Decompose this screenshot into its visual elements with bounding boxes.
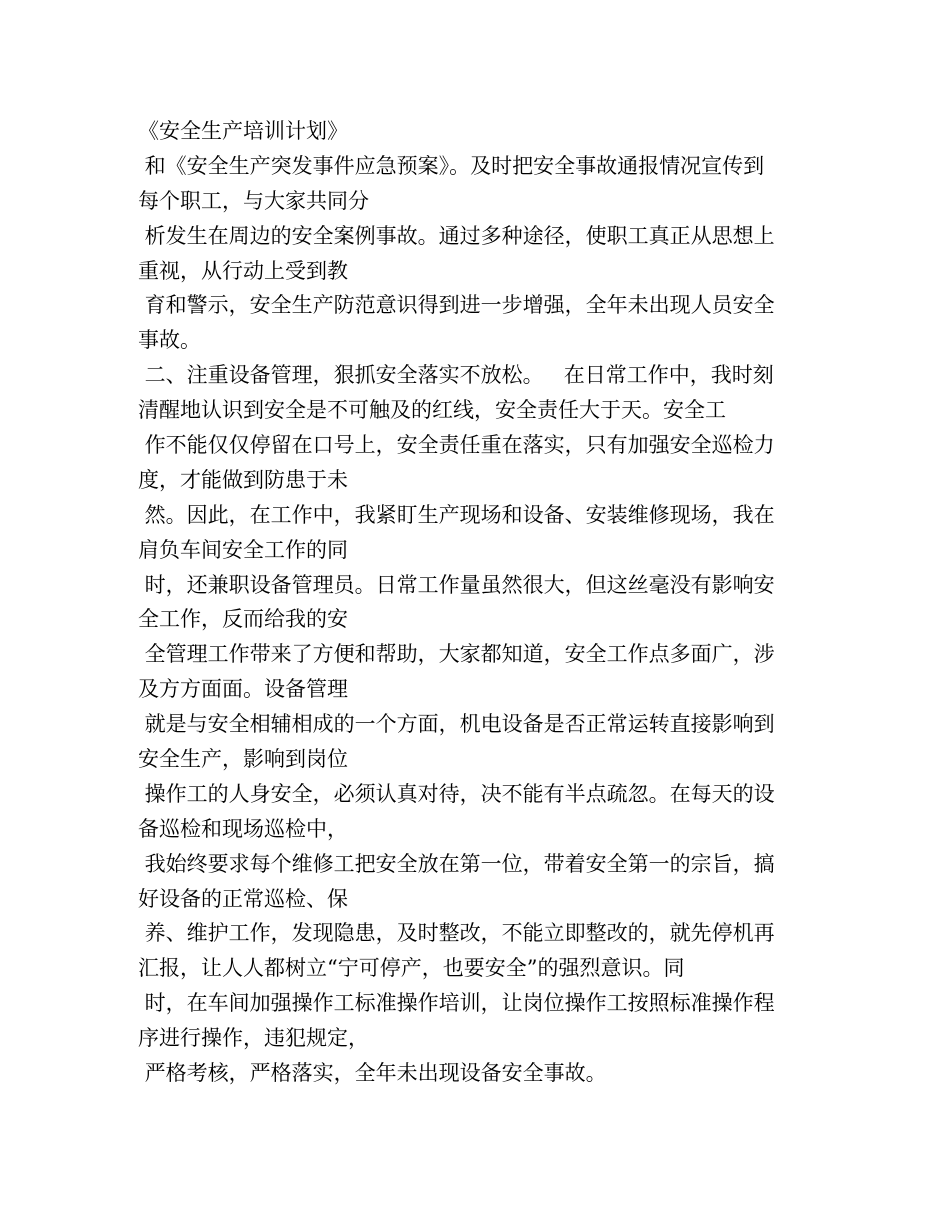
text-line: 操作工的人身安全，必须认真对待，决不能有半点疏忽。在每天的设 <box>138 781 775 806</box>
text-line: 时，还兼职设备管理员。日常工作量虽然很大，但这丝毫没有影响安 <box>138 572 775 597</box>
text-line: 清醒地认识到安全是不可触及的红线，安全责任大于天。安全工 <box>138 398 726 423</box>
text-line: 然。因此，在工作中，我紧盯生产现场和设备、安装维修现场，我在 <box>138 502 775 527</box>
text-line: 每个职工，与大家共同分 <box>138 188 369 213</box>
text-line: 好设备的正常巡检、保 <box>138 886 348 911</box>
text-line: 二、注重设备管理，狠抓安全落实不放松。 在日常工作中，我时刻 <box>138 363 774 388</box>
text-line: 事故。 <box>138 328 201 353</box>
text-line: 重视，从行动上受到教 <box>138 258 348 283</box>
text-line: 安全生产，影响到岗位 <box>138 747 348 772</box>
text-line: 作不能仅仅停留在口号上，安全责任重在落实，只有加强安全巡检力 <box>138 433 775 458</box>
text-line: 序进行操作，违犯规定， <box>138 1026 369 1051</box>
text-line: 就是与安全相辅相成的一个方面，机电设备是否正常运转直接影响到 <box>138 712 775 737</box>
text-line: 备巡检和现场巡检中， <box>138 816 348 841</box>
text-line: 及方方面面。设备管理 <box>138 677 348 702</box>
text-line: 全工作，反而给我的安 <box>138 607 348 632</box>
text-line: 析发生在周边的安全案例事故。通过多种途径，使职工真正从思想上 <box>138 223 775 248</box>
text-line: 时，在车间加强操作工标准操作培训，让岗位操作工按照标准操作程 <box>138 991 775 1016</box>
text-line: 养、维护工作，发现隐患，及时整改，不能立即整改的，就先停机再 <box>138 921 775 946</box>
text-line: 育和警示，安全生产防范意识得到进一步增强，全年未出现人员安全 <box>138 293 775 318</box>
document-body <box>138 114 828 1091</box>
text-line: 度，才能做到防患于未 <box>138 467 348 492</box>
text-line: 和《安全生产突发事件应急预案》。及时把安全事故通报情况宣传到 <box>138 153 765 178</box>
text-line: 全管理工作带来了方便和帮助，大家都知道，安全工作点多面广，涉 <box>138 642 775 667</box>
text-line: 肩负车间安全工作的同 <box>138 537 348 562</box>
text-line: 《安全生产培训计划》 <box>138 119 348 143</box>
text-line: 汇报，让人人都树立“宁可停产，也要安全”的强烈意识。同 <box>138 956 685 981</box>
text-line: 我始终要求每个维修工把安全放在第一位，带着安全第一的宗旨，搞 <box>138 851 775 876</box>
text-line: 严格考核，严格落实，全年未出现设备安全事故。 <box>138 1061 607 1086</box>
